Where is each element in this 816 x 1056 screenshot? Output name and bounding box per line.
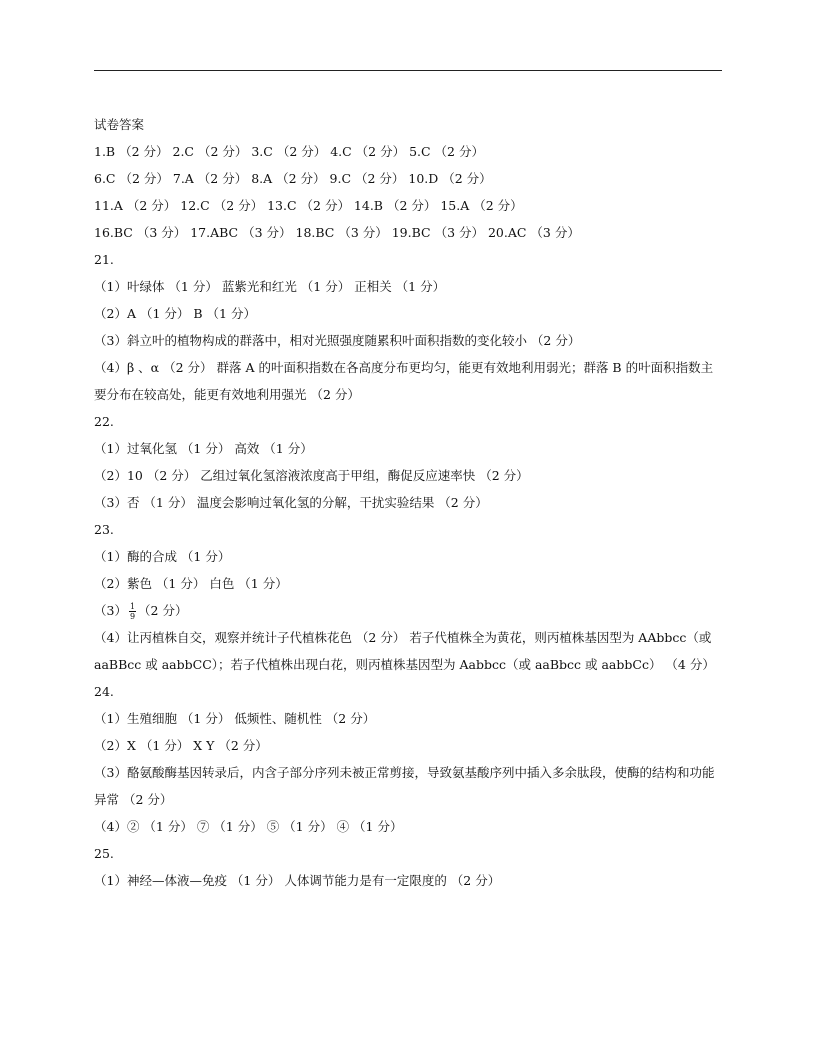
fraction: [129, 602, 136, 621]
answer-line: （4）让丙植株自交，观察并统计子代植株花色 （2 分） 若子代植株全为黄花，则丙植株基因型为 AAbbcc（或 aaBBcc 或 aabbCC）；若子代植株出现白花，则丙植株基因型为 Aabbcc（或 aaBbcc 或 aabbCc） （4 分）: [94, 630, 715, 672]
mc-answers-row: 6.C （2 分） 7.A （2 分） 8.A （2 分） 9.C （2 分） 10.D （2 分）: [94, 171, 492, 186]
answer-line-fraction: [94, 597, 724, 624]
mc-answers-row: 1.B （2 分） 2.C （2 分） 3.C （2 分） 4.C （2 分） 5.C （2 分）: [94, 144, 484, 159]
header-rule: [94, 70, 722, 71]
answer-line: （4）② （1 分） ⑦ （1 分） ⑤ （1 分） ④ （1 分）: [94, 819, 403, 834]
answer-line: （3）酪氨酸酶基因转录后，内含子部分序列未被正常剪接，导致氨基酸序列中插入多余肽段，使酶的结构和功能异常 （2 分）: [94, 765, 715, 807]
question-number: 21.: [94, 252, 114, 267]
answer-line: （1）生殖细胞 （1 分） 低频性、随机性 （2 分）: [94, 711, 376, 726]
answer-line: （3）斜立叶的植物构成的群落中，相对光照强度随累积叶面积指数的变化较小 （2 分）: [94, 333, 581, 348]
question-number: 24.: [94, 684, 114, 699]
answer-prefix: （3）: [94, 603, 127, 618]
mc-answers-row: 11.A （2 分） 12.C （2 分） 13.C （2 分） 14.B （2 分） 15.A （2 分）: [94, 198, 523, 213]
answer-line: （2）10 （2 分） 乙组过氧化氢溶液浓度高于甲组，酶促反应速率快 （2 分）: [94, 468, 529, 483]
mc-answers-row: 16.BC （3 分） 17.ABC （3 分） 18.BC （3 分） 19.BC （3 分） 20.AC （3 分）: [94, 225, 580, 240]
answer-line: （3）否 （1 分） 温度会影响过氧化氢的分解，干扰实验结果 （2 分）: [94, 495, 488, 510]
answer-sheet: [94, 111, 724, 894]
question-number: 22.: [94, 414, 114, 429]
page-title: 试卷答案: [94, 117, 145, 132]
answer-line: （2）A （1 分） B （1 分）: [94, 306, 256, 321]
fraction-numerator: 1: [129, 602, 136, 611]
question-number: 23.: [94, 522, 114, 537]
answer-line: （2）紫色 （1 分） 白色 （1 分）: [94, 576, 288, 591]
answer-score: （2 分）: [138, 603, 188, 618]
answer-line: （1）叶绿体 （1 分） 蓝紫光和红光 （1 分） 正相关 （1 分）: [94, 279, 446, 294]
answer-line: （1）神经—体液—免疫 （1 分） 人体调节能力是有一定限度的 （2 分）: [94, 873, 501, 888]
answer-line: （1）酶的合成 （1 分）: [94, 549, 231, 564]
question-number: 25.: [94, 846, 114, 861]
answer-line: （4）β 、α （2 分） 群落 A 的叶面积指数在各高度分布更均匀，能更有效地利用弱光；群落 B 的叶面积指数主要分布在较高处，能更有效地利用强光 （2 分）: [94, 360, 714, 402]
answer-line: （2）X （1 分） X Y （2 分）: [94, 738, 268, 753]
answer-line: （1）过氧化氢 （1 分） 高效 （1 分）: [94, 441, 313, 456]
fraction-denominator: 9: [129, 612, 136, 621]
